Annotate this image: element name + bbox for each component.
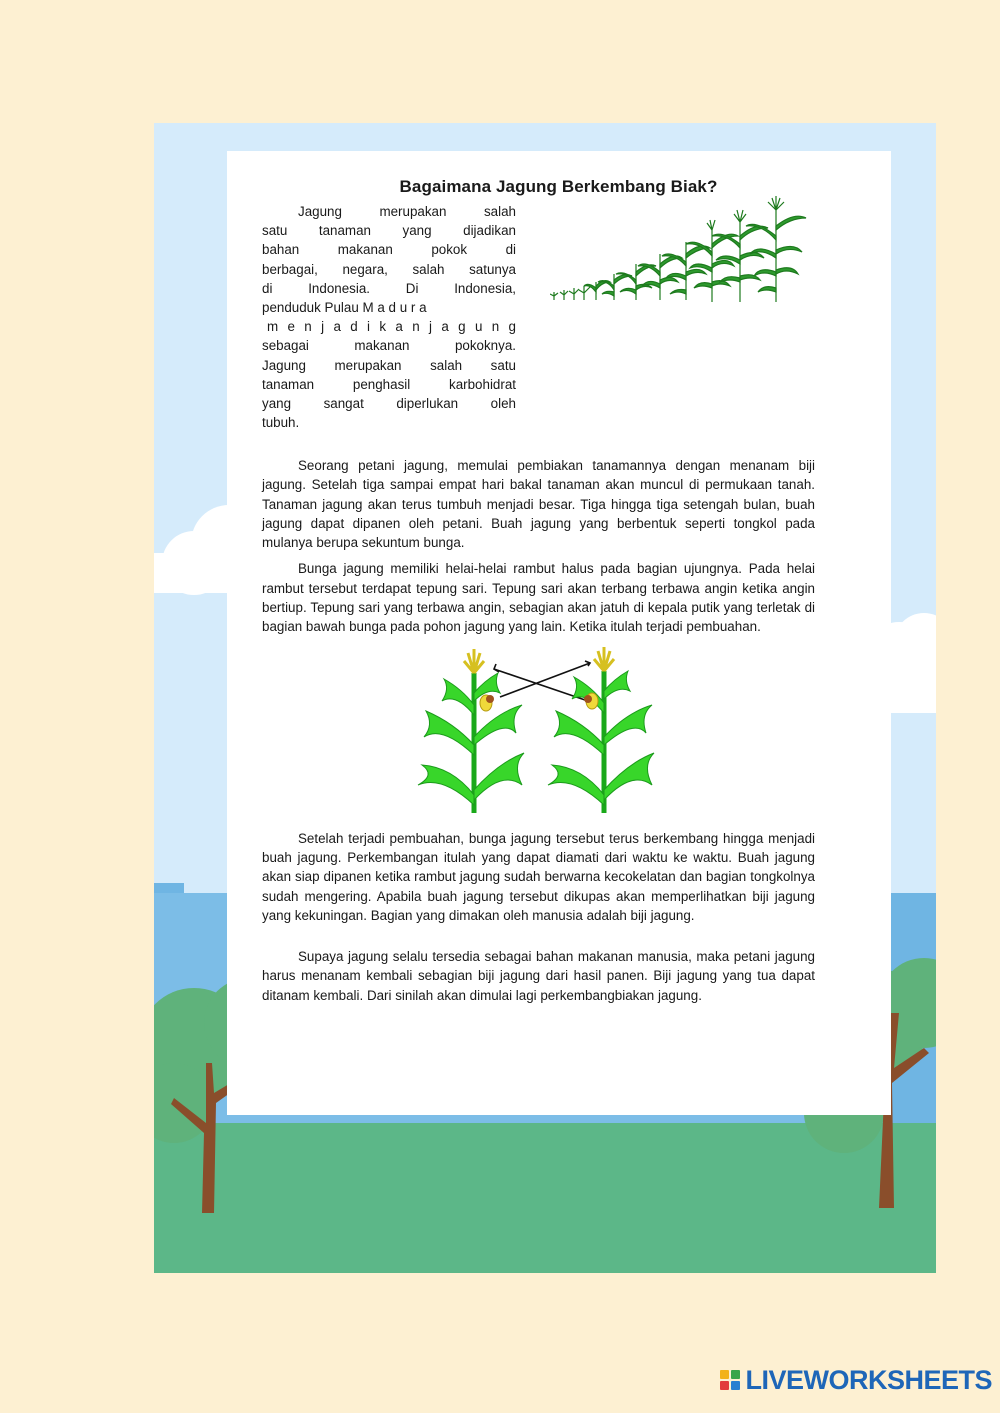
corn-plant-stage	[598, 274, 632, 300]
page-title: Bagaimana Jagung Berkembang Biak?	[399, 177, 718, 196]
intro-section	[262, 202, 815, 440]
intro-line: di Indonesia. Di Indonesia,	[262, 280, 516, 296]
liveworksheets-logo[interactable]	[720, 1365, 992, 1395]
brand-name: LIVEWORKSHEETS	[745, 1364, 992, 1395]
intro-line: satu tanaman yang dijadikan	[262, 223, 516, 239]
intro-paragraph	[262, 202, 516, 432]
corn-plant-stage	[662, 242, 710, 300]
paragraph-replanting: Supaya jagung selalu tersedia sebagai bahan makanan manusia, maka petani jagung harus menanam kembali sebagian biji jagung dari hasil panen. Biji jagung yang tua dapat ditanam kembali. Dari sinilah akan dimulai lagi perkembangbiakan jagung.	[262, 949, 815, 1003]
brand-mark-icon	[720, 1370, 740, 1390]
corn-plant-stage	[686, 220, 738, 302]
intro-line: tanaman penghasil karbohidrat	[262, 376, 516, 392]
intro-line: yang sangat diperlukan oleh	[262, 396, 516, 412]
intro-line: penduduk Pulau M a d u r a	[262, 300, 427, 316]
paragraph-fruit-development: Setelah terjadi pembuahan, bunga jagung tersebut terus berkembang hingga menjadi buah jagung. Perkembangan itulah yang dapat diamati dari waktu ke waktu. Buah jagung akan siap dipanen ketika rambut jagung sudah berwarna kecokelatan dan bagian tongkolnya sudah mengering. Apabila buah jagung tersebut dikupas akan memperlihatkan biji jagung yang kekuningan. Bagian yang dimakan oleh manusia adalah biji jagung.	[262, 830, 815, 923]
corn-plant-stage	[746, 196, 806, 302]
paragraph-pollination: Bunga jagung memiliki helai-helai rambut halus pada bagian ujungnya. Pada helai rambut tersebut terdapat tepung sari. Tepung sari akan terbang terbawa angin ketika angin bertiup. Tepung sari yang terbawa angin, sebagian akan jatuh di kepala putik yang terletak di bagian bawah bunga pada pohon jagung yang lain. Ketika itulah terjadi pembuahan.	[262, 561, 815, 635]
corn-plant-stage	[584, 281, 610, 300]
brand-mark-tile	[720, 1370, 729, 1379]
corn-growth-stages-illustration	[550, 196, 820, 306]
intro-line: Jagung merupakan salah satu	[262, 357, 516, 373]
intro-line: bahan makanan pokok di	[262, 242, 516, 258]
intro-line: m e n j a d i k a n j a g u n g	[267, 319, 516, 335]
corn-plant-right	[548, 647, 654, 813]
intro-line: tubuh.	[262, 415, 300, 431]
intro-line: sebagai makanan pokoknya.	[262, 338, 516, 354]
grass	[154, 1123, 936, 1273]
intro-line: berbagai, negara, salah satunya	[262, 261, 516, 277]
brand-mark-tile	[731, 1381, 740, 1390]
brand-mark-tile	[720, 1381, 729, 1390]
worksheet-page	[227, 151, 891, 1115]
brand-mark-tile	[731, 1370, 740, 1379]
corn-pollination-illustration	[412, 645, 672, 815]
paragraph-planting: Seorang petani jagung, memulai pembiakan tanamannya dengan menanam biji jagung. Setelah tiga sampai empat hari bakal tanaman akan muncul di permukaan tanah. Tanaman jagung akan terus tumbuh menjadi besar. Tiga hingga tiga setengah bulan, buah jagung dapat dipanen oleh petani. Buah jagung yang berbentuk seperti tongkol pada mulanya berupa sekuntum bunga.	[262, 458, 815, 551]
corn-plant-stage	[712, 210, 768, 302]
intro-line: Jagung merupakan salah	[298, 204, 516, 219]
